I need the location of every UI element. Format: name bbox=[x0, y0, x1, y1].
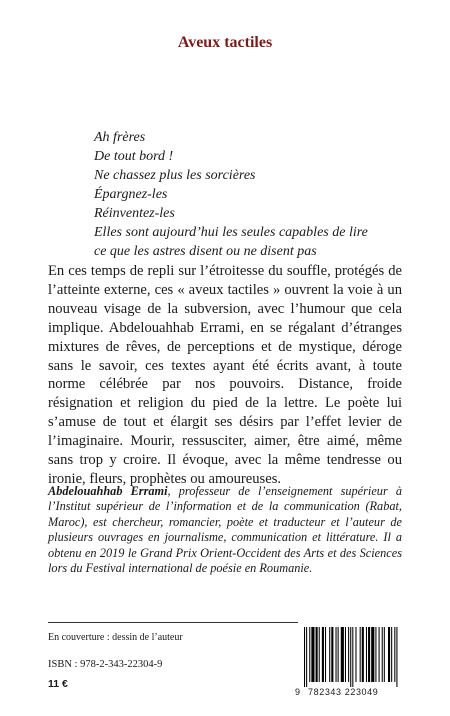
barcode-bar bbox=[394, 627, 395, 682]
barcode-bar bbox=[360, 627, 361, 682]
barcode-bar bbox=[379, 627, 380, 682]
barcode-bar bbox=[388, 627, 390, 682]
barcode-bar bbox=[352, 627, 353, 687]
barcode-bar bbox=[355, 627, 356, 682]
price: 11 € bbox=[48, 678, 68, 690]
poem-line: Elles sont aujourd’hui les seules capables de lire bbox=[94, 225, 368, 240]
barcode-bar bbox=[382, 627, 383, 682]
author-name: Abdelouahhab Errami bbox=[48, 484, 168, 498]
isbn: ISBN : 978-2-343-22304-9 bbox=[48, 659, 163, 670]
barcode-bar bbox=[368, 627, 370, 682]
isbn-barcode bbox=[295, 627, 408, 703]
barcode-bar bbox=[304, 627, 305, 687]
barcode-bar bbox=[366, 627, 367, 682]
epigraph-poem bbox=[94, 128, 414, 261]
barcode-bar bbox=[325, 627, 326, 682]
author-bio bbox=[48, 484, 402, 576]
poem-line: ce que les astres disent ou ne disent pas bbox=[94, 244, 317, 259]
barcode-bars bbox=[300, 627, 408, 687]
barcode-bar bbox=[345, 627, 346, 682]
barcode-bar bbox=[375, 627, 376, 682]
poem-line: Réinventez-les bbox=[94, 206, 175, 221]
book-title: Aveux tactiles bbox=[177, 34, 273, 51]
author-bio-text: , professeur de l’enseignement supérieur à l’Institut supérieur de l’information et de la communication (Rabat, Maroc), est chercheur, romancier, poète et traducteur et l’auteur de plusieurs ouvrages en journalisme, communication et littérature. Il a obtenu en 2019 le Grand Prix Orient-Occident des Arts et des Sciences lors du Festival international de poésie en Roumanie. bbox=[48, 484, 402, 576]
barcode-bar bbox=[322, 627, 324, 682]
barcode-bar bbox=[316, 627, 318, 682]
barcode-bar bbox=[341, 627, 344, 682]
footer-divider bbox=[48, 622, 298, 623]
back-cover-blurb: En ces temps de repli sur l’étroitesse du souffle, protégés de l’atteinte externe, ces « aveux tactiles » ouvrent la voie à un nouveau visage de la subversion, avec l’humour que cela implique. Abdelouahhab Errami, en se régalant d’étranges mixtures de rêves, de perceptions et de mystique, déroge sans le savoir, ces textes ayant été écrits avant, à toute norme célébrée par nos pouvoirs. Distance, froide résignation et religion du pied de la lettre. Le poète lui s’amuse de tout et élargit ses désirs par l’effet levier de l’imaginaire. Mourir, ressusciter, aimer, être aimé, même sans trop y croire. Il évoque, avec la même tendresse ou ironie, fleurs, prophètes ou amoureuses. bbox=[48, 263, 402, 487]
poem-line: De tout bord ! bbox=[94, 149, 174, 164]
barcode-first-digit: 9 bbox=[295, 687, 301, 697]
barcode-bar bbox=[396, 627, 397, 687]
barcode-bar bbox=[306, 627, 307, 687]
barcode-bar bbox=[319, 627, 320, 682]
barcode-bar bbox=[391, 627, 392, 682]
barcode-bar bbox=[371, 627, 374, 682]
poem-line: Ne chassez plus les sorcières bbox=[94, 168, 256, 183]
barcode-bar bbox=[384, 627, 385, 682]
barcode-bar bbox=[348, 627, 349, 682]
barcode-bar bbox=[336, 627, 337, 682]
barcode-bar bbox=[329, 627, 330, 682]
barcode-bar bbox=[362, 627, 364, 682]
barcode-digits: 782343 223049 bbox=[308, 687, 379, 697]
poem-line: Épargnez-les bbox=[94, 187, 168, 202]
barcode-bar bbox=[331, 627, 333, 682]
barcode-bar bbox=[338, 627, 339, 682]
barcode-bar bbox=[311, 627, 314, 682]
cover-credit: En couverture : dessin de l’auteur bbox=[48, 632, 183, 643]
poem-line: Ah frères bbox=[94, 130, 146, 145]
barcode-bar bbox=[350, 627, 351, 687]
barcode-bar bbox=[309, 627, 310, 682]
